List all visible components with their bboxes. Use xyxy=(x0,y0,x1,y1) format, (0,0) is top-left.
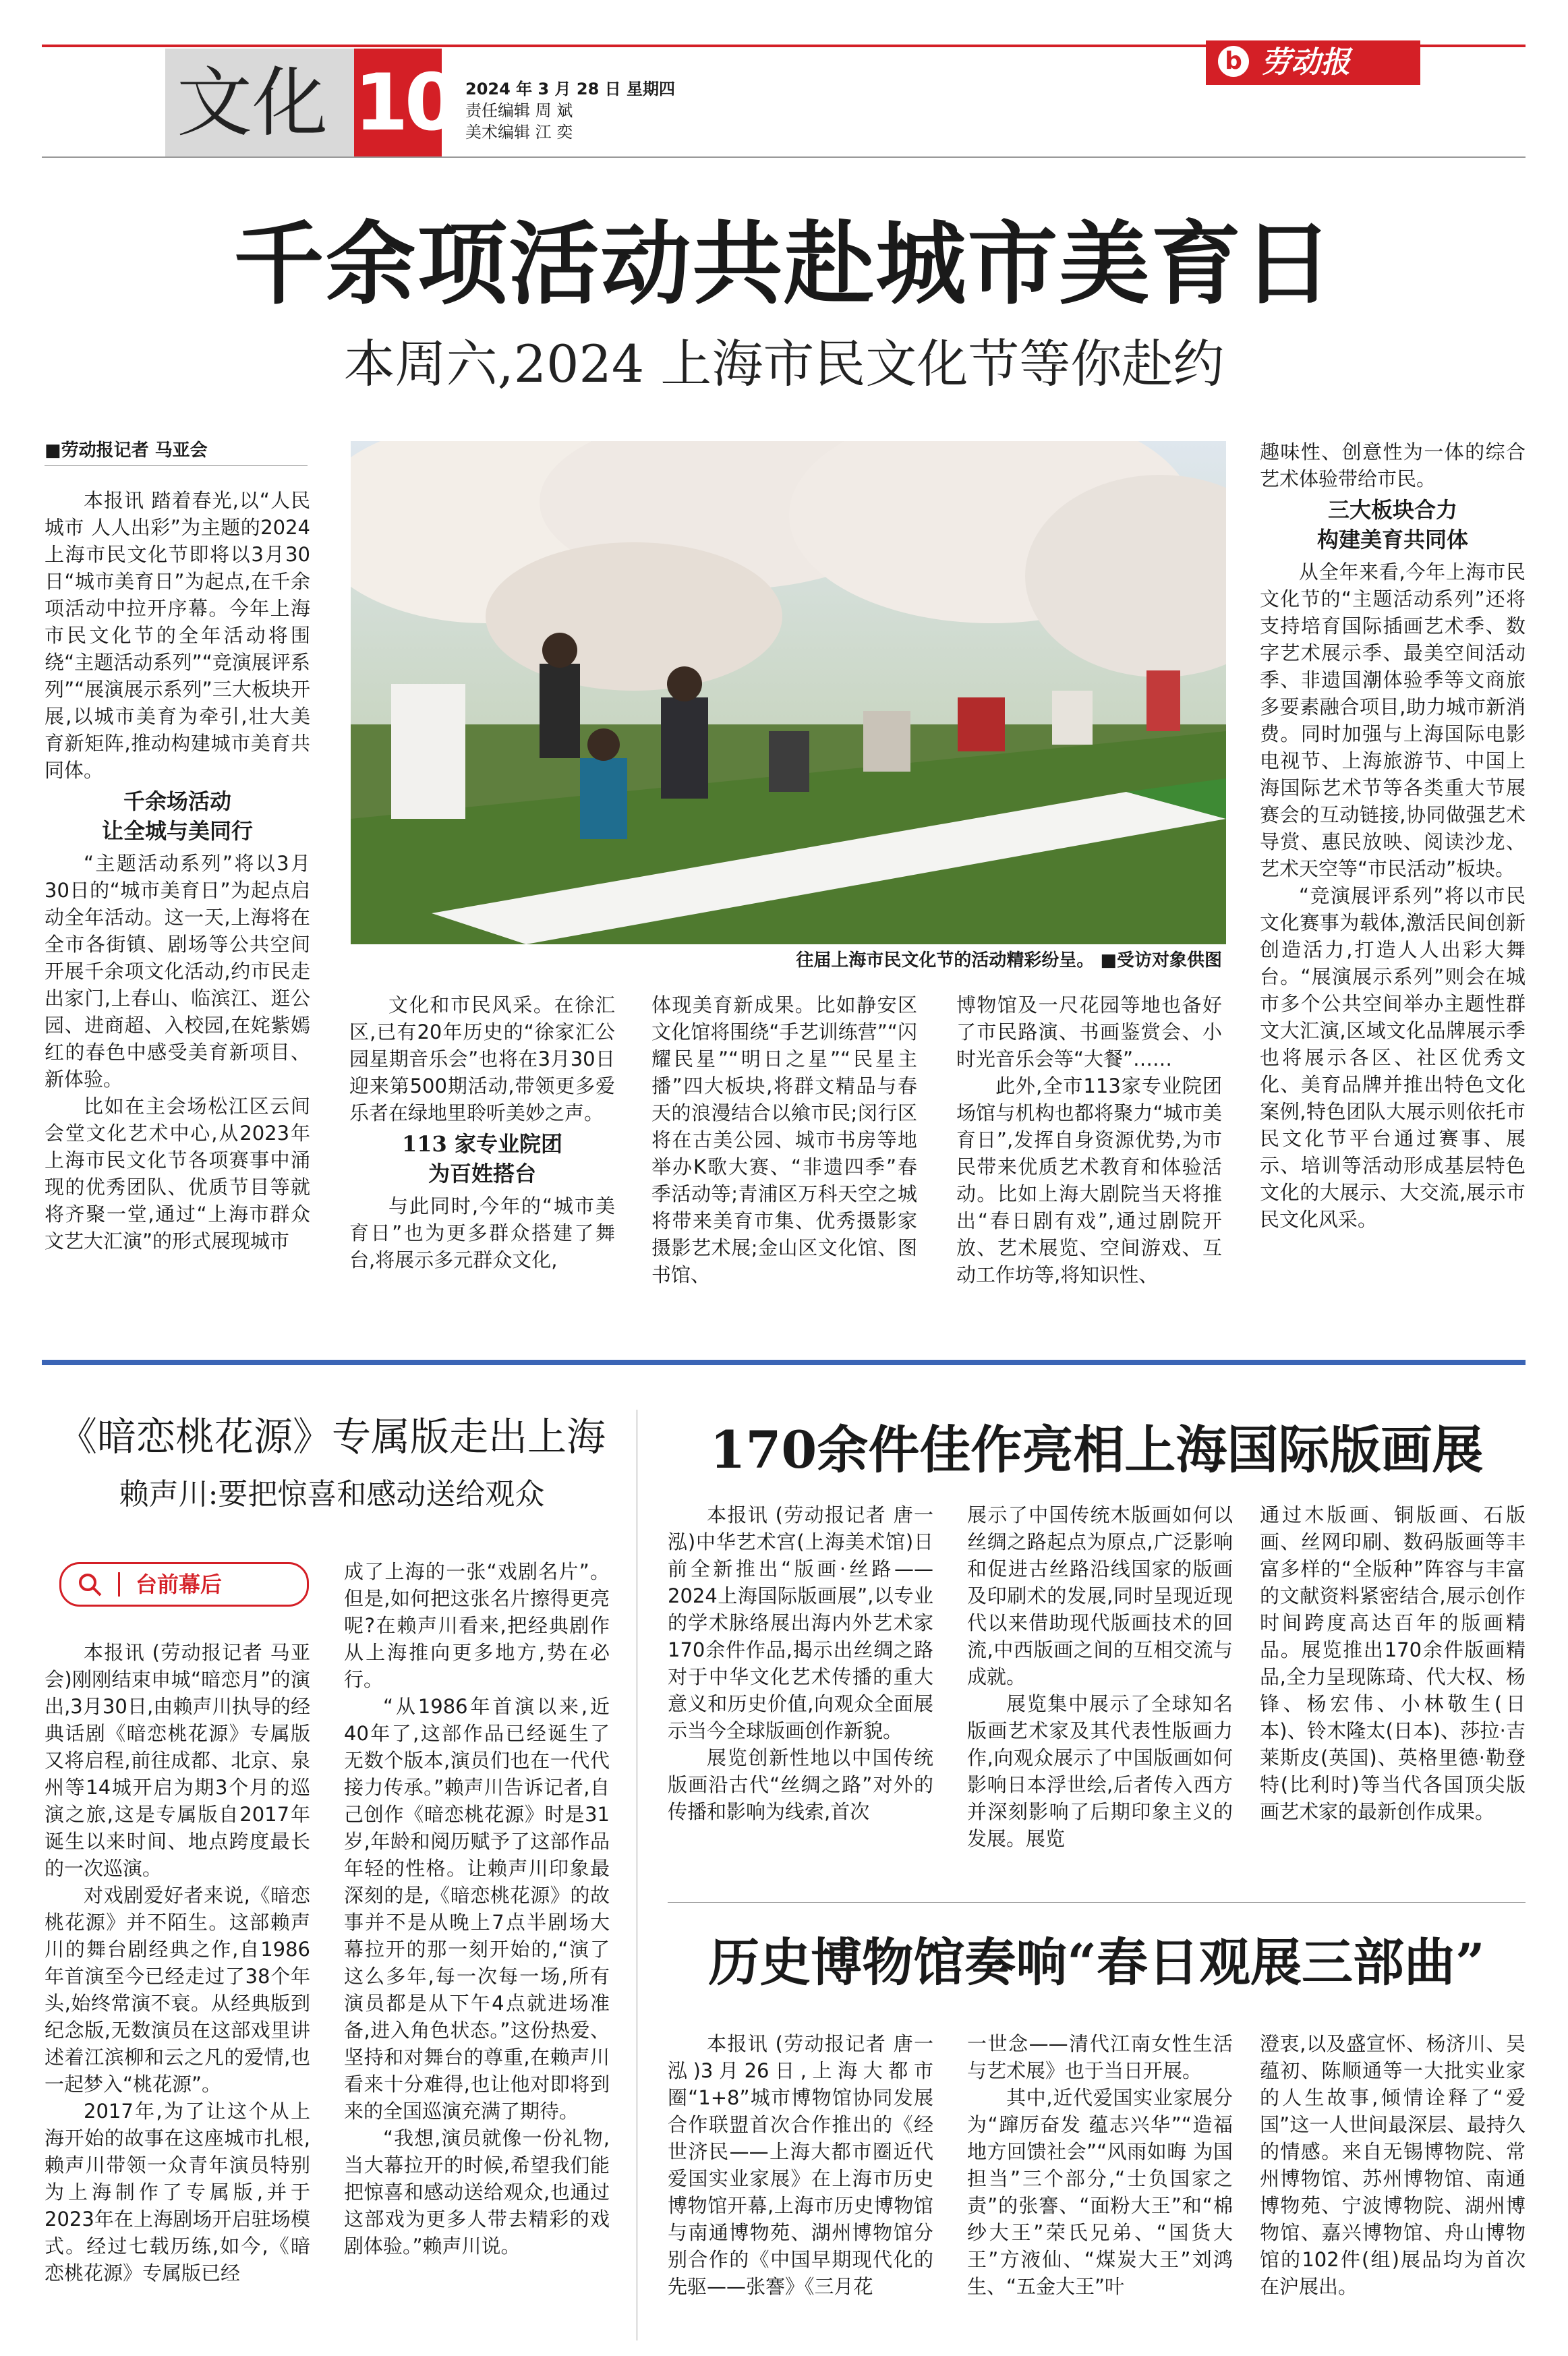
story2-column-1 xyxy=(45,1639,310,2340)
lead-c2-p1: 文化和市民风采。在徐汇区,已有20年历史的“徐家汇公园星期音乐会”也将在3月30日迎来第500期活动,带领更多爱乐者在绿地里聆听美妙之声。 xyxy=(349,994,615,1124)
lead-photo xyxy=(351,441,1226,944)
lead-c2-p2: 与此同时,今年的“城市美育日”也为更多群众搭建了舞台,将展示多元群众文化, xyxy=(349,1195,615,1271)
lead-c4-p1: 博物馆及一尺花园等地也备好了市民路演、书画鉴赏会、小时光音乐会等“大餐”…… xyxy=(956,994,1222,1070)
paper-name: 劳动报 xyxy=(1261,45,1350,80)
story3-c3-p1: 通过木版画、铜版画、石版画、丝网印刷、数码版画等丰富多样的“全版种”阵容与丰富的文献资料紧密结合,展示创作时间跨度高达百年的版画精品。展览推出170余件版画精品,全力呈现陈琦、代大权、杨锋、杨宏伟、小林敬生(日本)、铃木隆太(日本)、莎拉·吉莱斯皮(英国)、英格里德·勒登特(比利时)等当代各国顶尖版画艺术家的最新创作成果。 xyxy=(1260,1503,1526,1823)
photo-caption: 往届上海市民文化节的活动精彩纷呈。 ■受访对象供图 xyxy=(796,950,1222,971)
editor-line: 责任编辑 周 斌 xyxy=(465,101,573,120)
story2-c2-p3: “我想,演员就像一份礼物,当大幕拉开的时候,希望我们能把惊喜和感动送给观众,也通过这部戏为更多人带去精彩的戏剧体验。”赖声川说。 xyxy=(344,2127,610,2258)
story3-c1-p1: 本报讯 (劳动报记者 唐一泓)中华艺术宫(上海美术馆)日前全新推出“版画·丝路——2024上海国际版画展”,以专业的学术脉络展出海内外艺术家170余件作品,揭示出丝绸之路对于中华文化艺术传播的重大意义和历史价值,向观众全面展示当今全球版画创作新貌。 xyxy=(668,1503,933,1742)
lead-column-3 xyxy=(651,992,917,1337)
story2-headline: 《暗恋桃花源》专属版走出上海 xyxy=(57,1414,606,1460)
section-name: 文化 xyxy=(177,59,328,147)
story4-c1-p1: 本报讯 (劳动报记者 唐一泓)3月26日,上海大都市圈“1+8”城市博物馆协同发展合作联盟首次合作推出的《经世济民——上海大都市圈近代爱国实业家展》在上海市历史博物馆开幕,上海市历史博物馆与南通博物苑、湖州博物馆分别合作的《中国早期现代化的先驱——张謇》《三月花 xyxy=(668,2032,933,2298)
story4-c2-p1: 一世念——清代江南女性生活与艺术展》也于当日开展。 xyxy=(967,2032,1233,2082)
lead-column-2 xyxy=(349,992,615,1337)
story2-column-2 xyxy=(344,1558,610,2340)
lead-subhead-3: 三大板块合力 构建美育共同体 xyxy=(1316,497,1468,552)
story2-c2-p2: “从1986年首演以来,近40年了,这部作品已经诞生了无数个版本,演员们也在一代代接力传承。”赖声川告诉记者,自己创作《暗恋桃花源》时是31岁,年龄和阅历赋予了这部作品年轻的性格。让赖声川印象最深刻的是,《暗恋桃花源》的故事并不是从晚上7点半剧场大幕拉开的那一刻开始的,“演了这么多年,每一次每一场,所有演员都是从下午4点就进场准备,进入角色状态。”这份热爱、坚持和对舞台的尊重,在赖声川看来十分难得,也让他对即将到来的全国巡演充满了期待。 xyxy=(344,1695,610,2123)
lead-c4-p2: 此外,全市113家专业院团场馆与机构也都将聚力“城市美育日”,发挥自身资源优势,为市民带来优质艺术教育和体验活动。比如上海大剧院当天将推出“春日剧有戏”,通过剧院开放、艺术展览、空间游戏、互动工作坊等,将知识性、 xyxy=(956,1074,1222,1286)
lead-c5-p2: 从全年来看,今年上海市民文化节的“主题活动系列”还将支持培育国际插画艺术季、数字艺术展示季、最美空间活动季、非遗国潮体验季等文商旅多要素融合项目,助力城市新消费。同时加强与上海国际电影电视节、上海旅游节、中国上海国际艺术节等各类重大节展赛会的互动链接,协同做强艺术导赏、惠民放映、阅读沙龙、艺术天空等“市民活动”板块。 xyxy=(1260,561,1526,880)
story3-headline: 170余件佳作亮相上海国际版画展 xyxy=(709,1420,1484,1480)
search-icon xyxy=(76,1571,106,1598)
lead-column-5 xyxy=(1260,438,1526,1337)
lead-c1-p1: 本报讯 踏着春光,以“人民城市 人人出彩”为主题的2024上海市民文化节即将以3月30日“城市美育日”为起点,在千余项活动中拉开序幕。今年上海市民文化节的全年活动将围绕“主题活动系列”“竞演展评系列”“展演展示系列”三大板块开展,以城市美育为牵引,壮大美育新矩阵,推动构建城市美育共同体。 xyxy=(45,489,310,782)
story2-c2-p1: 成了上海的一张“戏剧名片”。但是,如何把这张名片擦得更亮呢?在赖声川看来,把经典剧作从上海推向更多地方,势在必行。 xyxy=(344,1560,610,1691)
masthead-rule xyxy=(42,156,1526,158)
lead-c1-p3: 比如在主会场松江区云间会堂文化艺术中心,从2023年上海市民文化节各项赛事中涌现的优秀团队、优质节目等就将齐聚一堂,通过“上海市群众文艺大汇演”的形式展现城市 xyxy=(45,1095,310,1253)
lead-headline: 千余项活动共赴城市美育日 xyxy=(233,210,1335,317)
story2-subheadline: 赖声川:要把惊喜和感动送给观众 xyxy=(119,1477,545,1512)
story4-c3-p1: 澄衷,以及盛宣怀、杨济川、吴蕴初、陈顺通等一大批实业家的人生故事,倾情诠释了“爱国”这一人世间最深层、最持久的情感。来自无锡博物院、常州博物馆、苏州博物馆、南通博物苑、宁波博物院、湖州博物馆、嘉兴博物馆、舟山博物馆的102件(组)展品均为首次在沪展出。 xyxy=(1260,2032,1526,2298)
story4-c2-p2: 其中,近代爱国实业家展分为“蹿厉奋发 蕴志兴华”“造福地方回馈社会”“风雨如晦 为国担当”三个部分,“士负国家之责”的张謇、“面粉大王”和“棉纱大王”荣氏兄弟、“国货大王”方液仙、“煤炭大王”刘鸿生、“五金大王”叶 xyxy=(967,2086,1233,2298)
tag-separator xyxy=(118,1572,120,1597)
story4-column-2 xyxy=(967,2030,1233,2340)
lead-c3-p1: 体现美育新成果。比如静安区文化馆将围绕“手艺训练营”“闪耀民星”“明日之星”“民星主播”四大板块,将群文精品与春天的浪漫结合以飨市民;闵行区将在古美公园、城市书房等地举办K歌大赛、“非遗四季”春季活动等;青浦区万科天空之城将带来美育市集、优秀摄影家摄影艺术展;金山区文化馆、图书馆、 xyxy=(651,994,917,1286)
story3-column-3 xyxy=(1260,1501,1526,1886)
story-divider xyxy=(668,1902,1526,1903)
story4-column-1 xyxy=(668,2030,933,2340)
story4-column-3 xyxy=(1260,2030,1526,2340)
lead-column-4 xyxy=(956,992,1222,1337)
column-tag xyxy=(59,1562,309,1607)
story3-c1-p2: 展览创新性地以中国传统版画沿古代“丝绸之路”对外的传播和影响为线索,首次 xyxy=(668,1746,933,1823)
lead-subheadline: 本周六,2024 上海市民文化节等你赴约 xyxy=(343,334,1225,394)
lead-c5-p1: 趣味性、创意性为一体的综合艺术体验带给市民。 xyxy=(1260,440,1526,490)
paper-logo-icon: b xyxy=(1218,46,1249,77)
section-divider xyxy=(42,1360,1526,1365)
lead-column-1 xyxy=(45,487,310,1337)
lead-subhead-2: 113 家专业院团 为百姓搭台 xyxy=(402,1131,562,1186)
date-line: 2024 年 3 月 28 日 星期四 xyxy=(465,80,676,98)
lead-c5-p3: “竞演展评系列”将以市民文化赛事为载体,激活民间创新创造活力,打造人人出彩大舞台。“展演展示系列”则会在城市多个公共空间举办主题性群文大汇演,区域文化品牌展示季也将展示各区、社区优秀文化、美育品牌并推出特色文化案例,特色团队大展示则依托市民文化节平台通过赛事、展示、培训等活动形成基层特色文化的大展示、大交流,展示市民文化风采。 xyxy=(1260,884,1526,1231)
story3-c2-p1: 展示了中国传统木版画如何以丝绸之路起点为原点,广泛影响和促进古丝路沿线国家的版画及印刷术的发展,同时呈现近现代以来借助现代版画技术的回流,中西版画之间的互相交流与成就。 xyxy=(967,1503,1233,1688)
story3-column-2 xyxy=(967,1501,1233,1886)
paper-logo xyxy=(1206,40,1420,85)
art-editor-line: 美术编辑 江 奕 xyxy=(465,123,573,142)
story3-c2-p2: 展览集中展示了全球知名版画艺术家及其代表性版画力作,向观众展示了中国版画如何影响日本浮世绘,后者传入西方并深刻影响了后期印象主义的发展。展览 xyxy=(967,1692,1233,1850)
column-tag-label: 台前幕后 xyxy=(136,1572,223,1597)
story2-c1-p3: 2017年,为了让这个从上海开始的故事在这座城市扎根,赖声川带领一众青年演员特别为上海制作了专属版,并于2023年在上海剧场开启驻场模式。经过七载历练,如今,《暗恋桃花源》专属版已经 xyxy=(45,2100,310,2285)
lead-c1-p2: “主题活动系列”将以3月30日的“城市美育日”为起点启动全年活动。这一天,上海将在全市各街镇、剧场等公共空间开展千余项文化活动,约市民走出家门,上春山、临滨江、逛公园、进商超、入校园,在姹紫嫣红的春色中感受美育新项目、新体验。 xyxy=(45,852,310,1091)
lead-byline: ■劳动报记者 马亚会 xyxy=(45,438,308,466)
story4-headline: 历史博物馆奏响“春日观展三部曲” xyxy=(708,1932,1485,1992)
story2-c1-p1: 本报讯 (劳动报记者 马亚会)刚刚结束申城“暗恋月”的演出,3月30日,由赖声川执导的经典话剧《暗恋桃花源》专属版又将启程,前往成都、北京、泉州等14城开启为期3个月的巡演之旅,这是专属版自2017年诞生以来时间、地点跨度最长的一次巡演。 xyxy=(45,1641,310,1880)
story2-c1-p2: 对戏剧爱好者来说,《暗恋桃花源》并不陌生。这部赖声川的舞台剧经典之作,自1986年首演至今已经走过了38个年头,始终常演不衰。从经典版到纪念版,无数演员在这部戏里讲述着江滨柳和云之凡的爱情,也一起梦入“桃花源”。 xyxy=(45,1884,310,2096)
lead-subhead-1: 千余场活动 让全城与美同行 xyxy=(101,788,253,844)
page-number: 10 xyxy=(354,57,455,148)
story3-column-1 xyxy=(668,1501,933,1886)
